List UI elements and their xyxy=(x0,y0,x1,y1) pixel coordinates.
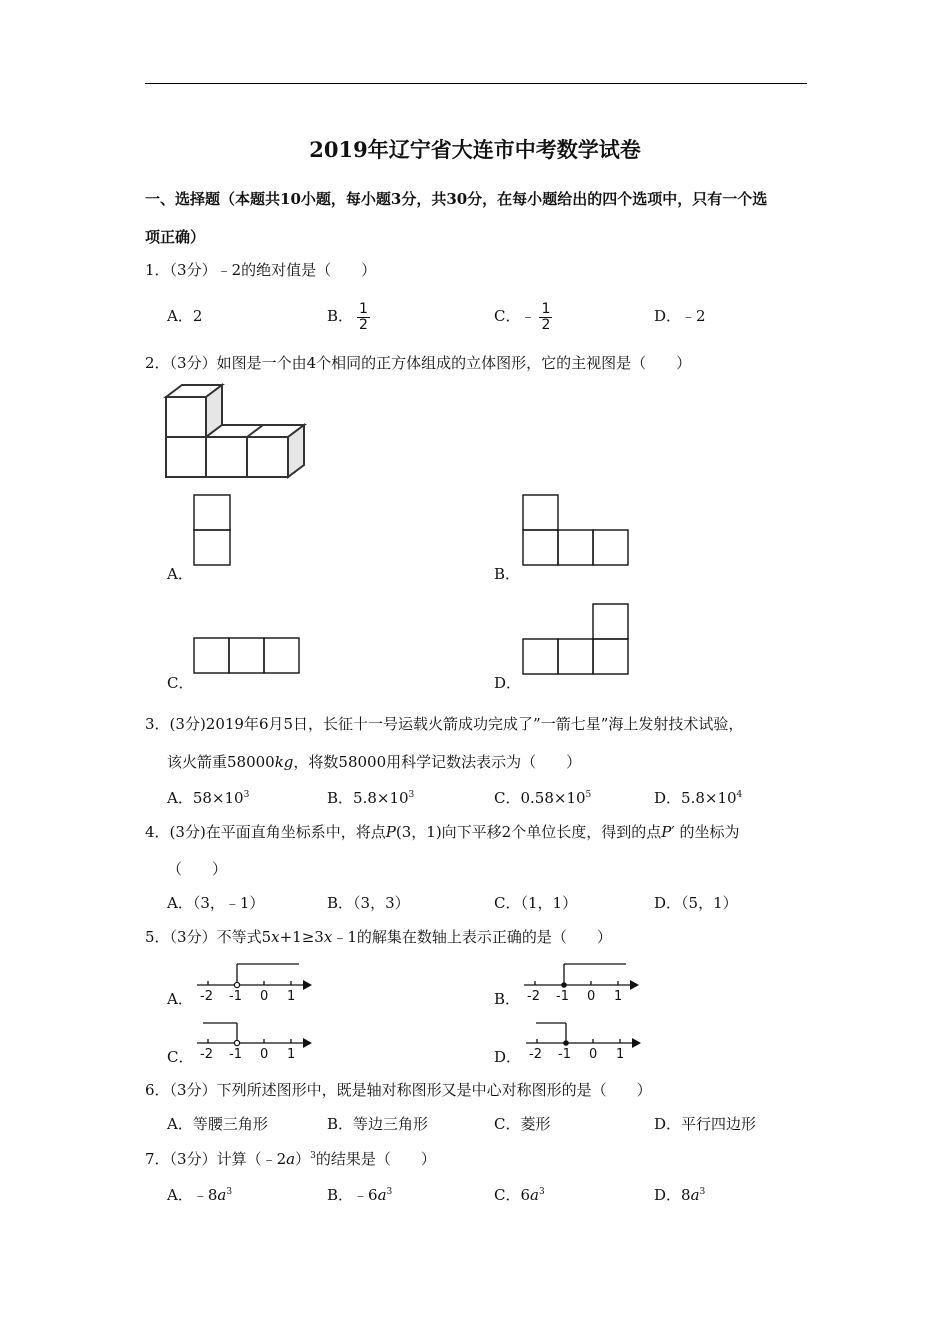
q4-stem-line2: （ ） xyxy=(167,860,228,878)
arrowhead xyxy=(632,1038,641,1048)
q3-option-c xyxy=(494,788,591,808)
q2-option-b: B． xyxy=(494,565,521,583)
q2-solid-figure xyxy=(160,383,310,483)
tick-label: 1 xyxy=(287,989,296,1004)
exponent: 4 xyxy=(736,790,743,800)
exponent: 3 xyxy=(699,1187,706,1197)
q3-text: 该火箭重58000 xyxy=(167,753,275,771)
tick-label: -2 xyxy=(200,989,213,1004)
q5-text: 5．（3分）不等式5 xyxy=(145,928,272,946)
q2-option-d-figure xyxy=(522,603,632,678)
closed-dot xyxy=(561,982,567,988)
q1-option-b xyxy=(327,298,370,334)
q4-option-a: A．（3，﹣1） xyxy=(167,894,265,912)
q3-option-a xyxy=(167,788,249,808)
tick-label: 0 xyxy=(589,1047,598,1062)
q7-option-b xyxy=(327,1185,392,1205)
q2-option-a: A． xyxy=(167,565,193,583)
q4-stem-line1 xyxy=(145,822,740,842)
section-heading: 一、选择题（本题共10小题，每小题3分，共30分，在每小题给出的四个选项中，只有一个选 xyxy=(145,190,768,208)
q2-option-a-figure xyxy=(193,494,233,566)
q3-option-b xyxy=(327,788,414,808)
arrowhead xyxy=(303,1038,312,1048)
q6-option-a: A．等腰三角形 xyxy=(167,1115,268,1133)
q5-option-b-numberline xyxy=(522,960,642,1005)
q4-text: 4．(3分)在平面直角坐标系中，将点 xyxy=(145,823,386,841)
q6-stem: 6．（3分）下列所述图形中，既是轴对称图形又是中心对称图形的是（ ） xyxy=(145,1081,652,1099)
q7-stem xyxy=(145,1149,436,1169)
fraction xyxy=(357,302,370,333)
tick-label: -2 xyxy=(200,1047,213,1062)
page-title: 2019年辽宁省大连市中考数学试卷 xyxy=(309,137,641,162)
q3-text: ，将数58000用科学记数法表示为（ ） xyxy=(293,753,582,771)
denominator: 2 xyxy=(359,316,368,333)
q4-text: ′ 的坐标为 xyxy=(671,823,740,841)
numerator: 1 xyxy=(541,300,551,317)
var-a: a xyxy=(530,1186,539,1204)
tick-label: 1 xyxy=(287,1047,296,1062)
q6-option-d: D．平行四边形 xyxy=(654,1115,757,1133)
arrowhead xyxy=(630,980,639,990)
q5-option-c: C． xyxy=(167,1048,194,1066)
tick-label: -1 xyxy=(229,989,242,1004)
header-rule xyxy=(145,83,807,84)
q7-text: ） xyxy=(295,1150,311,1168)
option-text: C．6 xyxy=(494,1186,531,1204)
option-text: B．5.8×10 xyxy=(327,789,409,807)
option-text: D．8 xyxy=(654,1186,691,1204)
unit-kg: kg xyxy=(274,753,294,771)
q5-option-d: D． xyxy=(494,1048,522,1066)
fraction xyxy=(539,302,552,333)
tick-label: -1 xyxy=(556,989,569,1004)
q2-option-c: C． xyxy=(167,674,194,692)
q1-option-a: A．2 xyxy=(167,307,203,325)
arrowhead xyxy=(303,980,312,990)
q1-option-c xyxy=(494,298,552,334)
option-text: A．﹣8 xyxy=(167,1186,218,1204)
exponent: 3 xyxy=(538,1187,545,1197)
q5-option-c-numberline xyxy=(195,1018,315,1063)
q1-option-c-label: C．﹣ xyxy=(494,307,536,325)
q5-option-d-numberline xyxy=(524,1018,644,1063)
q3-stem-line2 xyxy=(167,752,581,772)
exponent: 3 xyxy=(226,1187,233,1197)
q2-stem: 2．（3分）如图是一个由4个相同的正方体组成的立体图形，它的主视图是（ ） xyxy=(145,354,692,372)
q5-stem xyxy=(145,927,612,947)
q2-option-d: D． xyxy=(494,674,522,692)
exponent: 3 xyxy=(408,790,415,800)
var-x: x xyxy=(323,928,333,946)
var-a: a xyxy=(690,1186,700,1204)
tick-label: 0 xyxy=(260,1047,269,1062)
closed-dot xyxy=(563,1040,569,1046)
q7-option-c xyxy=(494,1185,545,1205)
q3-stem-line1: 3．(3分)2019年6月5日，长征十一号运载火箭成功完成了”一箭七星”海上发射技术试验， xyxy=(145,715,744,733)
q4-text: (3，1)向下平移2个单位长度，得到的点 xyxy=(395,823,662,841)
exponent: 3 xyxy=(310,1151,316,1161)
var-a: a xyxy=(217,1186,227,1204)
q5-text: ﹣1的解集在数轴上表示正确的是（ ） xyxy=(332,928,612,946)
q4-option-b: B．（3，3） xyxy=(327,894,410,912)
point-p-prime: P xyxy=(661,823,672,841)
var-a: a xyxy=(286,1150,296,1168)
exponent: 5 xyxy=(585,790,592,800)
q1-option-d: D．﹣2 xyxy=(654,307,706,325)
var-a: a xyxy=(377,1186,387,1204)
tick-label: -1 xyxy=(229,1047,242,1062)
q5-option-a: A． xyxy=(167,990,193,1008)
var-x: x xyxy=(271,928,280,946)
q5-option-a-numberline xyxy=(195,960,315,1005)
numerator: 1 xyxy=(359,300,368,317)
option-text: C．0.58×10 xyxy=(494,789,586,807)
q6-option-c: C．菱形 xyxy=(494,1115,551,1133)
tick-label: 1 xyxy=(614,989,623,1004)
denominator: 2 xyxy=(541,316,551,333)
tick-label: 0 xyxy=(260,989,269,1004)
option-text: A．58×10 xyxy=(167,789,244,807)
option-text: D．5.8×10 xyxy=(654,789,737,807)
point-p: P xyxy=(385,823,396,841)
q1-stem: 1．（3分）﹣2的绝对值是（ ） xyxy=(145,261,377,279)
exponent: 3 xyxy=(243,790,250,800)
tick-label: -2 xyxy=(529,1047,542,1062)
tick-label: 1 xyxy=(616,1047,625,1062)
q7-option-d xyxy=(654,1185,705,1205)
section-heading-cont: 项正确） xyxy=(145,228,206,246)
q4-option-c: C．（1，1） xyxy=(494,894,578,912)
q5-text: +1≥3 xyxy=(279,928,324,946)
tick-label: 0 xyxy=(587,989,596,1004)
exponent: 3 xyxy=(386,1187,393,1197)
q6-option-b: B．等边三角形 xyxy=(327,1115,429,1133)
q3-option-d xyxy=(654,788,742,808)
q7-text: 的结果是（ ） xyxy=(315,1150,436,1168)
tick-label: -1 xyxy=(558,1047,571,1062)
q2-option-b-figure xyxy=(522,494,632,566)
q7-option-a xyxy=(167,1185,232,1205)
q7-text: 7．（3分）计算（﹣2 xyxy=(145,1150,287,1168)
q2-option-c-figure xyxy=(193,637,303,677)
q4-option-d: D．（5，1） xyxy=(654,894,738,912)
tick-label: -2 xyxy=(527,989,540,1004)
option-text: B．﹣6 xyxy=(327,1186,378,1204)
q1-option-b-label: B． xyxy=(327,307,354,325)
q5-option-b: B． xyxy=(494,990,521,1008)
